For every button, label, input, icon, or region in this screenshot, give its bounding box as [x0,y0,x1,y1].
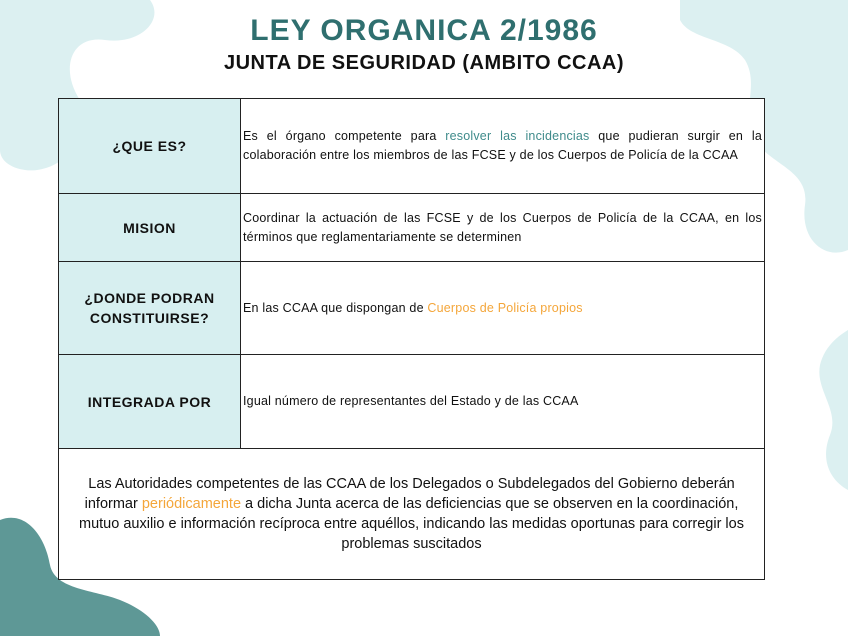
background-blob-right-mid [760,330,848,490]
highlight-text: Cuerpos de Policía propios [427,300,583,315]
highlight-text: periódicamente [141,496,242,512]
page-title: LEY ORGANICA 2/1986 [250,14,598,47]
row-content: En las CCAA que dispongan de Cuerpos de Policía propios [243,300,583,315]
highlight-text: resolver las incidencias [445,129,590,143]
row-content: Es el órgano competente para resolver las incidencias que pudieran surgir en la colaboración entre los miembros de las FCSE y de los Cuerpos de Policía de la CCAA [243,129,762,162]
footer-note: Las Autoridades competentes de las CCAA de los Delegados o Subdelegados del Gobierno deberán informar periódicamente a dicha Junta acerca de las deficiencias que se observen en la coordinación, mutuo auxilio e información recíproca entre aquéllos, indicando las medidas oportunas para corregir los problemas suscitados [79,476,744,552]
info-table [58,98,765,580]
table-row-integrada [59,355,764,449]
page-subtitle: JUNTA DE SEGURIDAD (AMBITO CCAA) [223,52,625,74]
row-label: INTEGRADA POR [59,355,241,448]
table-row-que-es [59,99,764,194]
row-content: Igual número de representantes del Estado y de las CCAA [243,394,579,408]
row-label: MISION [59,194,241,261]
row-label: ¿DONDE PODRAN CONSTITUIRSE? [59,262,241,354]
table-row-mision [59,194,764,262]
row-content: Coordinar la actuación de las FCSE y de los Cuerpos de Policía de la CCAA, en los términos que reglamentariamente se determinen [243,210,762,244]
row-label: ¿QUE ES? [59,99,241,193]
table-row-donde [59,262,764,355]
